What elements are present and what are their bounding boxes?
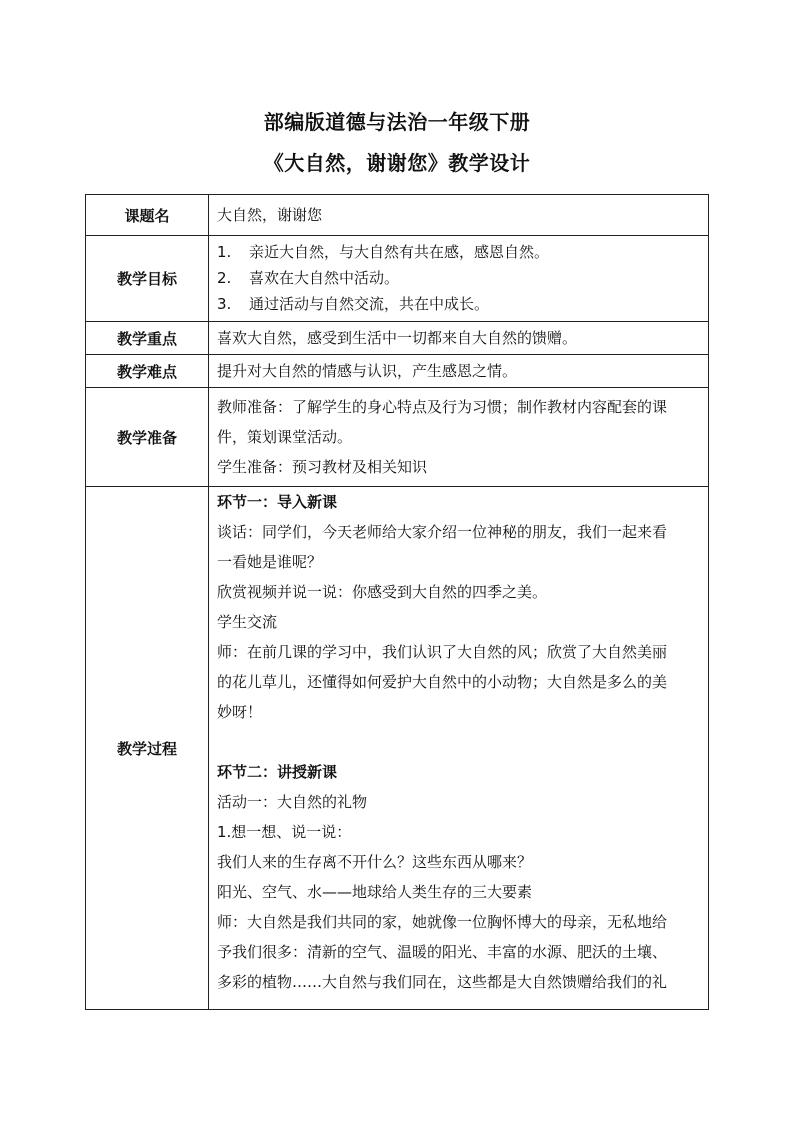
preparation-content — [209, 388, 709, 487]
preparation-label: 教学准备 — [86, 388, 209, 487]
process-line: 予我们很多：清新的空气、温暖的阳光、丰富的水源、肥沃的土壤、 — [217, 943, 668, 961]
process-line: 我们人来的生存离不开什么？这些东西从哪来？ — [217, 853, 533, 871]
process-line: 师：在前几课的学习中，我们认识了大自然的风；欣赏了大自然美丽 — [217, 643, 668, 661]
process-line: 妙呀！ — [217, 703, 263, 721]
table-row-goals — [86, 236, 709, 322]
process-content — [209, 487, 709, 1010]
table-row-preparation — [86, 388, 709, 487]
preparation-line: 学生准备：预习教材及相关知识 — [217, 458, 428, 476]
goal-text: 亲近大自然，与大自然有共在感，感恩自然。 — [249, 243, 550, 261]
difficulties-label: 教学难点 — [86, 355, 209, 388]
goal-item — [217, 291, 702, 317]
process-line: 一看她是谁呢？ — [217, 553, 323, 571]
process-line: 阳光、空气、水——地球给人类生存的三大要素 — [217, 883, 533, 901]
difficulties-text: 提升对大自然的情感与认识，产生感恩之情。 — [217, 362, 518, 380]
section-heading: 环节二：讲授新课 — [217, 763, 338, 781]
goal-number: 2. — [217, 269, 232, 287]
goals-content — [209, 236, 709, 322]
goal-item — [217, 265, 702, 291]
process-line: 学生交流 — [217, 613, 278, 631]
document-subtitle: 《大自然，谢谢您》教学设计 — [263, 151, 531, 175]
goals-label: 教学目标 — [86, 236, 209, 322]
difficulties-content — [209, 355, 709, 388]
process-line: 多彩的植物……大自然与我们同在，这些都是大自然馈赠给我们的礼 — [217, 973, 668, 991]
course-name-value — [209, 195, 709, 236]
section-heading: 环节一：导入新课 — [217, 493, 338, 511]
goal-number: 3. — [217, 295, 232, 313]
goal-item — [217, 239, 702, 265]
table-row-process — [86, 487, 709, 1010]
goal-text: 喜欢在大自然中活动。 — [249, 269, 400, 287]
preparation-line: 件，策划课堂活动。 — [217, 428, 353, 446]
table-row-course-name — [86, 195, 709, 236]
table-row-key-points — [86, 322, 709, 355]
key-points-text: 喜欢大自然，感受到生活中一切都来自大自然的馈赠。 — [217, 329, 578, 347]
key-points-content — [209, 322, 709, 355]
course-name-label: 课题名 — [86, 195, 209, 236]
preparation-line: 教师准备：了解学生的身心特点及行为习惯；制作教材内容配套的课 — [217, 398, 668, 416]
goal-text: 通过活动与自然交流，共在中成长。 — [249, 295, 490, 313]
course-name-text: 大自然，谢谢您 — [217, 206, 323, 224]
blank-line — [217, 727, 702, 757]
process-line: 的花儿草儿，还懂得如何爱护大自然中的小动物；大自然是多么的美 — [217, 673, 668, 691]
table-row-difficulties — [86, 355, 709, 388]
process-line: 谈话：同学们，今天老师给大家介绍一位神秘的朋友，我们一起来看 — [217, 523, 668, 541]
key-points-label: 教学重点 — [86, 322, 209, 355]
goal-number: 1. — [217, 243, 232, 261]
process-line: 师：大自然是我们共同的家，她就像一位胸怀博大的母亲，无私地给 — [217, 913, 668, 931]
lesson-plan-table — [85, 194, 709, 1010]
process-line: 欣赏视频并说一说：你感受到大自然的四季之美。 — [217, 583, 548, 601]
document-title: 部编版道德与法治一年级下册 — [263, 110, 531, 134]
process-line: 1.想一想、说一说： — [217, 823, 352, 841]
process-line: 活动一：大自然的礼物 — [217, 793, 368, 811]
process-label: 教学过程 — [86, 487, 209, 1010]
